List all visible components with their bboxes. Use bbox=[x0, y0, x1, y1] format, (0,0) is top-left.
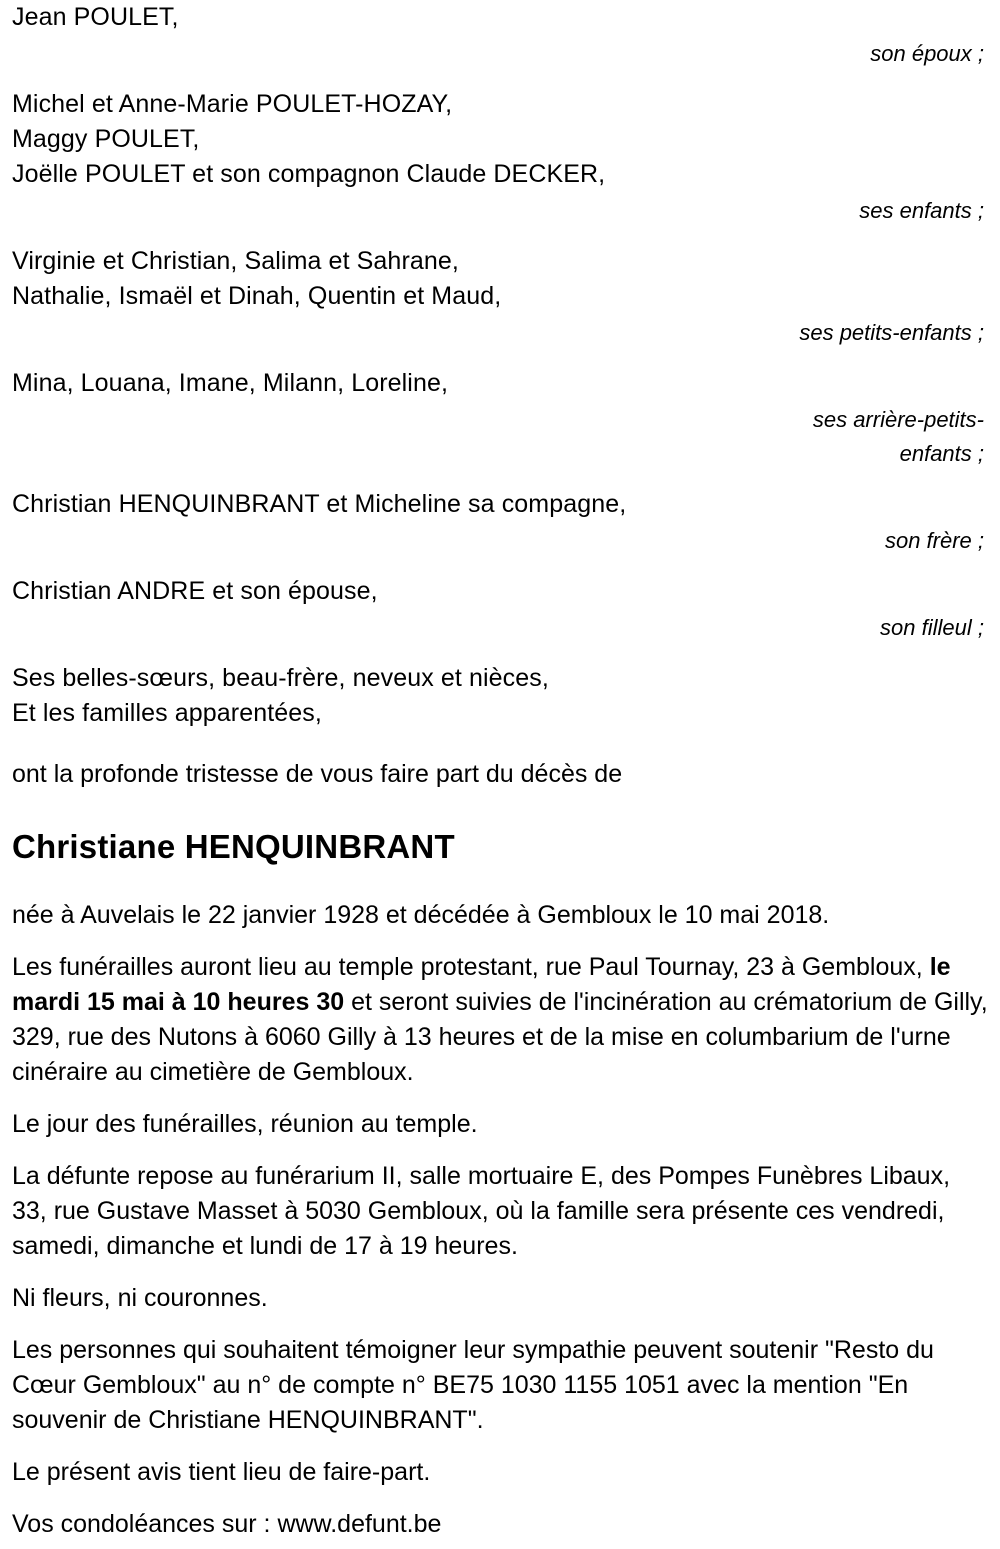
paragraph-notice: Le présent avis tient lieu de faire-part. bbox=[12, 1458, 431, 1486]
name-line: Maggy POULET, bbox=[12, 125, 200, 153]
name-line: Ses belles-sœurs, beau-frère, neveux et nièces, bbox=[12, 664, 549, 692]
relation-block-great-grandchildren bbox=[12, 366, 990, 471]
relation-block-extended-family bbox=[12, 661, 990, 731]
relation-names bbox=[12, 366, 990, 401]
relation-block-godson bbox=[12, 574, 990, 645]
announcement-body bbox=[12, 898, 990, 1542]
announcement-lead: ont la profonde tristesse de vous faire part du décès de bbox=[12, 760, 623, 788]
relation-names bbox=[12, 487, 990, 522]
name-line: Nathalie, Ismaël et Dinah, Quentin et Maud, bbox=[12, 282, 502, 310]
relation-names bbox=[12, 574, 990, 609]
name-line: Mina, Louana, Imane, Milann, Loreline, bbox=[12, 369, 449, 397]
relation-label-spouse: son époux ; bbox=[870, 41, 984, 66]
paragraph-condolences: Vos condoléances sur : www.defunt.be bbox=[12, 1510, 442, 1538]
relation-block-children bbox=[12, 87, 990, 228]
name-line: Christian ANDRE et son épouse, bbox=[12, 577, 378, 605]
paragraph-reunion: Le jour des funérailles, réunion au temple. bbox=[12, 1110, 478, 1138]
relation-block-spouse bbox=[12, 0, 990, 71]
name-line: Virginie et Christian, Salima et Sahrane, bbox=[12, 247, 459, 275]
relation-block-grandchildren bbox=[12, 244, 990, 350]
paragraph-birth-death: née à Auvelais le 22 janvier 1928 et décédée à Gembloux le 10 mai 2018. bbox=[12, 901, 830, 929]
funeral-text-after: et seront suivies de l'incinération au crématorium de Gilly, 329, rue des Nutons à 6060 Gilly à 13 heures et de la mise en columbarium de l'urne cinéraire au cimetière de Gembloux. bbox=[12, 988, 988, 1086]
relation-label-great-grandchildren-line1: ses arrière-petits- bbox=[812, 407, 984, 432]
name-line: Jean POULET, bbox=[12, 3, 179, 31]
funeral-datetime-bold: le mardi 15 mai à 10 heures 30 bbox=[12, 953, 951, 1016]
relation-names bbox=[12, 661, 990, 731]
relation-label-grandchildren: ses petits-enfants ; bbox=[799, 320, 984, 345]
paragraph-funeral-details bbox=[12, 950, 990, 1090]
paragraph-no-flowers: Ni fleurs, ni couronnes. bbox=[12, 1284, 268, 1312]
name-line: Christian HENQUINBRANT et Micheline sa compagne, bbox=[12, 490, 627, 518]
deceased-name-heading: Christiane HENQUINBRANT bbox=[12, 828, 455, 865]
relation-names bbox=[12, 0, 990, 35]
name-line: Et les familles apparentées, bbox=[12, 699, 322, 727]
relation-block-brother bbox=[12, 487, 990, 558]
funeral-text-before: Les funérailles auront lieu au temple protestant, rue Paul Tournay, 23 à Gembloux, bbox=[12, 953, 930, 981]
relation-label-godson: son filleul ; bbox=[880, 615, 984, 640]
name-line: Michel et Anne-Marie POULET-HOZAY, bbox=[12, 90, 453, 118]
relation-label-brother: son frère ; bbox=[884, 528, 984, 553]
relation-names bbox=[12, 87, 990, 192]
name-line: Joëlle POULET et son compagnon Claude DECKER, bbox=[12, 160, 606, 188]
paragraph-funerarium: La défunte repose au funérarium II, salle mortuaire E, des Pompes Funèbres Libaux, 33, rue Gustave Masset à 5030 Gembloux, où la famille sera présente ces vendredi, samedi, dimanche et lundi de 17 à 19 heures. bbox=[12, 1162, 951, 1260]
paragraph-donation: Les personnes qui souhaitent témoigner leur sympathie peuvent soutenir "Resto du Cœur Gembloux" au n° de compte n° BE75 1030 1155 1051 avec la mention "En souvenir de Christiane HENQUINBRANT". bbox=[12, 1336, 934, 1434]
relation-label-children: ses enfants ; bbox=[859, 198, 984, 223]
relation-names bbox=[12, 244, 990, 314]
relation-label-great-grandchildren-line2: enfants ; bbox=[899, 441, 984, 466]
